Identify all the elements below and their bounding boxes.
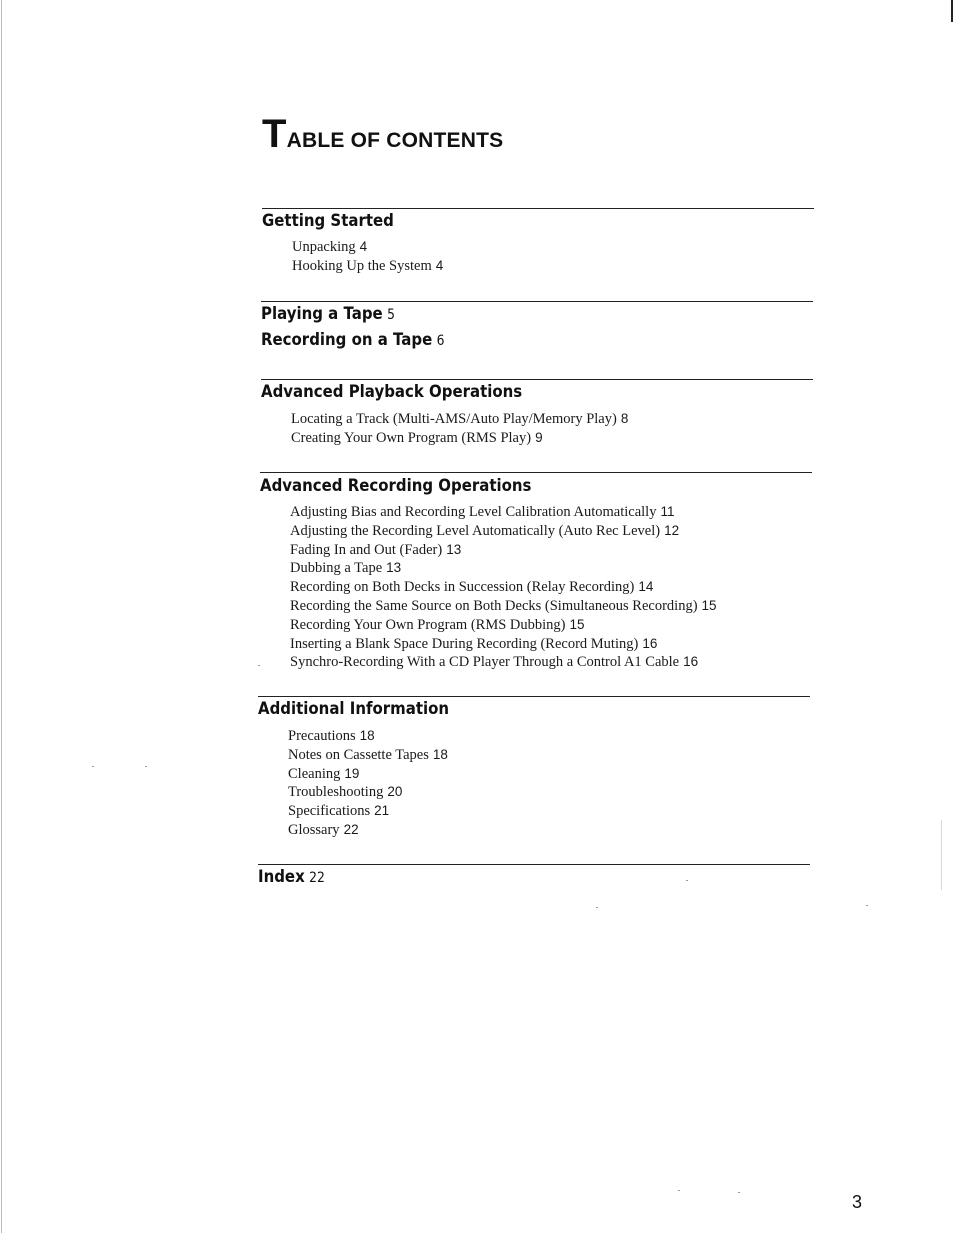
toc-entry[interactable] — [290, 635, 717, 654]
toc-entry-page: 4 — [435, 257, 444, 273]
title-initial: T — [262, 112, 287, 156]
scan-edge-right-faint — [941, 820, 942, 890]
toc-entry-page: 16 — [683, 654, 699, 670]
toc-entry[interactable] — [290, 541, 717, 560]
toc-entry[interactable] — [292, 238, 443, 257]
toc-entry-label: Hooking Up the System — [292, 257, 432, 274]
scan-speck — [686, 880, 688, 881]
toc-entry-label: Inserting a Blank Space During Recording (Record Muting) — [290, 635, 639, 652]
scan-speck — [738, 1192, 740, 1193]
toc-entry-label: Dubbing a Tape — [290, 560, 383, 577]
scan-speck — [596, 907, 598, 908]
toc-entry-page: 4 — [359, 239, 368, 254]
toc-entry-label: Troubleshooting — [288, 784, 384, 801]
page-number: 3 — [852, 1192, 863, 1212]
toc-entry-page: 18 — [359, 728, 375, 743]
toc-entry[interactable] — [290, 522, 717, 541]
toc-entry-page: 15 — [701, 597, 717, 613]
section-rule — [258, 864, 810, 865]
toc-entry[interactable] — [291, 429, 628, 448]
toc-entry-label: Glossary — [288, 821, 340, 838]
toc-entry-page: 19 — [344, 765, 360, 781]
toc-entry-page: 12 — [664, 522, 680, 538]
toc-entry-label: Creating Your Own Program (RMS Play) — [291, 429, 532, 446]
heading-page: 5 — [387, 307, 395, 323]
section-heading-advanced-recording[interactable]: Advanced Recording Operations — [260, 476, 532, 496]
toc-entry-page: 16 — [642, 635, 658, 651]
toc-entry-page: 21 — [374, 803, 390, 819]
toc-entry-label: Synchro-Recording With a CD Player Through a Control A1 Cable — [290, 654, 680, 671]
scan-edge-right — [951, 0, 953, 22]
section-entries-advanced-playback — [291, 410, 628, 448]
page-title — [262, 112, 503, 157]
toc-entry-label: Adjusting Bias and Recording Level Calibration Automatically — [290, 504, 657, 520]
scan-speck — [678, 1190, 680, 1191]
section-rule — [260, 472, 812, 473]
toc-entry[interactable] — [290, 503, 717, 522]
scan-speck — [145, 766, 147, 767]
toc-entry-label: Precautions — [288, 728, 356, 744]
scan-speck — [92, 766, 94, 767]
toc-entry[interactable] — [288, 727, 448, 746]
toc-entry[interactable] — [290, 616, 717, 635]
toc-entry-label: Recording on Both Decks in Succession (Relay Recording) — [290, 579, 635, 596]
section-heading-playing-a-tape[interactable] — [261, 304, 395, 324]
heading-label: Index — [258, 867, 305, 887]
scan-edge-left — [1, 0, 2, 1233]
toc-entry-label: Locating a Track (Multi-AMS/Auto Play/Memory Play) — [291, 411, 617, 427]
toc-entry-label: Notes on Cassette Tapes — [288, 746, 429, 763]
toc-entry-label: Fading In and Out (Fader) — [290, 541, 443, 558]
toc-entry-label: Unpacking — [292, 239, 356, 255]
heading-label: Playing a Tape — [261, 304, 383, 324]
toc-entry[interactable] — [290, 597, 717, 616]
section-rule — [261, 301, 813, 302]
toc-entry-page: 13 — [446, 541, 462, 557]
toc-entry-page: 13 — [386, 560, 402, 576]
title-rest: ABLE OF CONTENTS — [286, 129, 504, 152]
toc-entry[interactable] — [288, 746, 448, 765]
section-heading-getting-started[interactable]: Getting Started — [262, 211, 394, 231]
toc-entry-label: Recording the Same Source on Both Decks (Simultaneous Recording) — [290, 597, 698, 614]
toc-entry-label: Recording Your Own Program (RMS Dubbing) — [290, 616, 566, 633]
toc-entry[interactable] — [288, 783, 448, 802]
toc-entry-page: 14 — [638, 579, 654, 595]
section-entries-additional-information — [288, 727, 448, 840]
toc-entry[interactable] — [288, 765, 448, 784]
toc-entry-label: Specifications — [288, 803, 371, 820]
toc-entry[interactable] — [290, 578, 717, 597]
section-heading-advanced-playback[interactable]: Advanced Playback Operations — [261, 382, 523, 402]
toc-entry-label: Cleaning — [288, 765, 341, 782]
heading-page: 22 — [309, 870, 325, 886]
section-heading-recording-on-a-tape[interactable] — [261, 330, 445, 350]
toc-entry[interactable] — [290, 653, 717, 672]
toc-entry[interactable] — [288, 821, 448, 840]
section-entries-getting-started — [292, 238, 443, 276]
toc-entry[interactable] — [291, 410, 628, 429]
toc-entry-page: 15 — [569, 616, 585, 632]
toc-entry-page: 9 — [535, 429, 543, 445]
section-rule — [261, 379, 813, 380]
section-rule — [262, 208, 814, 209]
toc-entry[interactable] — [288, 802, 448, 821]
section-heading-additional-information[interactable]: Additional Information — [258, 699, 450, 719]
toc-entry-page: 8 — [620, 411, 629, 426]
toc-entry-page: 20 — [387, 784, 403, 800]
section-rule — [258, 696, 810, 697]
toc-entry[interactable] — [290, 559, 717, 578]
scan-speck — [866, 905, 868, 906]
section-heading-index[interactable] — [258, 867, 325, 887]
toc-entry-page: 11 — [660, 504, 675, 519]
section-entries-advanced-recording — [290, 503, 717, 672]
toc-entry-page: 22 — [343, 821, 359, 837]
scan-speck — [258, 665, 260, 666]
toc-entry-label: Adjusting the Recording Level Automatically (Auto Rec Level) — [290, 522, 661, 539]
heading-label: Recording on a Tape — [261, 330, 433, 350]
toc-entry-page: 18 — [432, 746, 448, 762]
toc-entry[interactable] — [292, 257, 443, 276]
heading-page: 6 — [436, 333, 445, 349]
